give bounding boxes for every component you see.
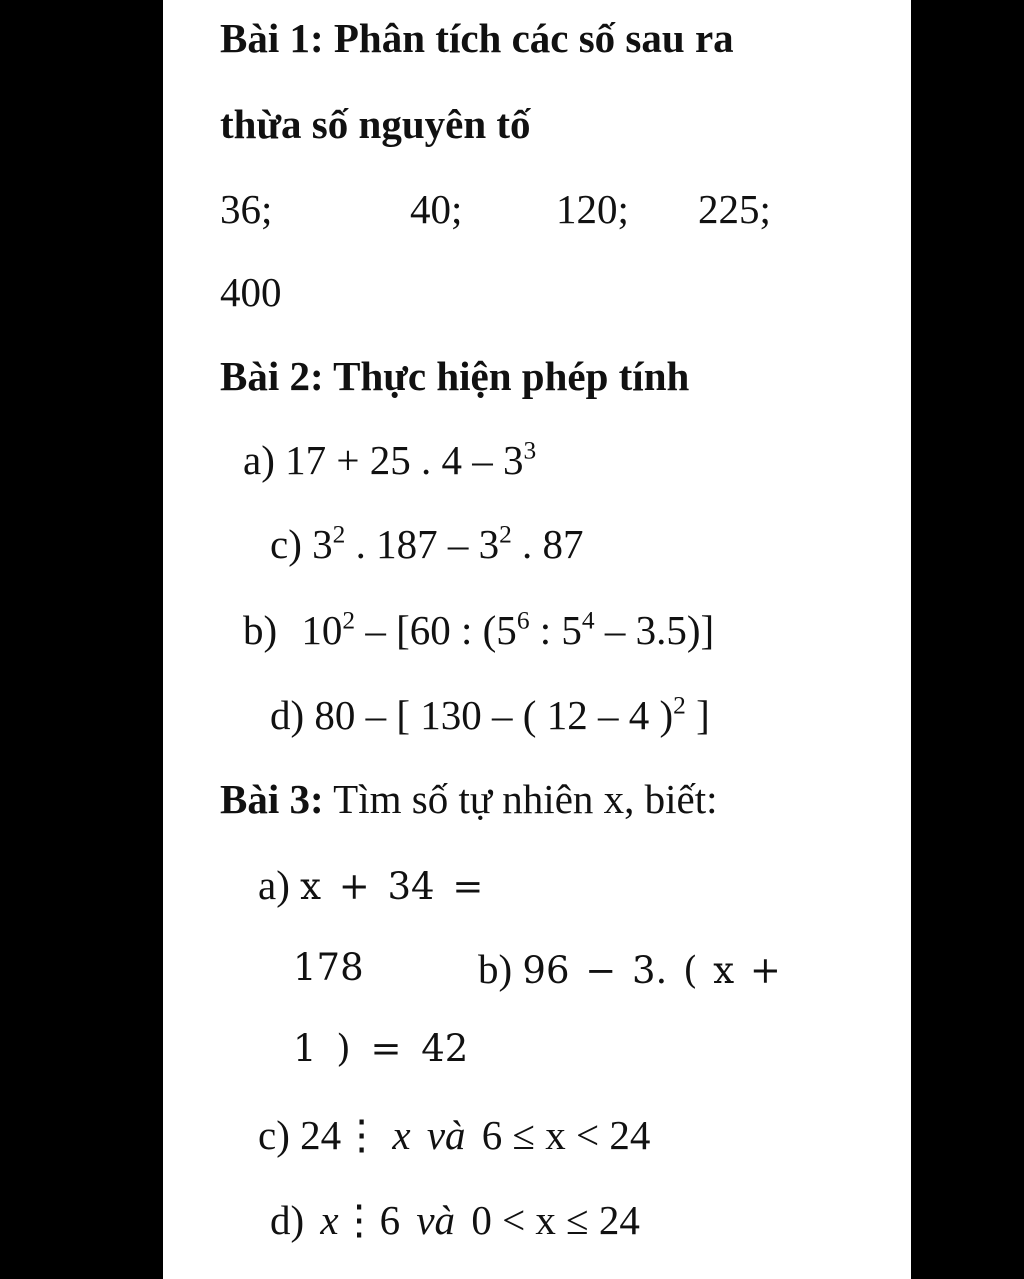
bai3-item-b-line1 bbox=[478, 946, 781, 992]
bai3-title bbox=[220, 776, 718, 822]
expression: ] bbox=[685, 692, 710, 738]
bai3-item-d bbox=[270, 1197, 640, 1243]
condition: 6 ≤ x < 24 bbox=[481, 1112, 651, 1158]
expression: 3 bbox=[312, 521, 333, 567]
expression: 24 bbox=[300, 1112, 342, 1158]
expression: 6 bbox=[379, 1197, 401, 1243]
number-40: 40; bbox=[410, 186, 463, 232]
exponent: 3 bbox=[523, 436, 537, 465]
expression: 17 + 25 . 4 – 3 bbox=[285, 437, 524, 483]
item-label: c) bbox=[258, 1112, 290, 1158]
number-225: 225; bbox=[698, 186, 771, 232]
item-label: d) bbox=[270, 1197, 305, 1243]
bai2-item-a bbox=[243, 436, 537, 483]
document-page bbox=[163, 0, 911, 1279]
equation: x + 34 = bbox=[300, 865, 484, 908]
variable: x bbox=[320, 1197, 339, 1243]
item-label: a) bbox=[243, 437, 275, 483]
bai3-item-a-line1 bbox=[258, 862, 484, 908]
variable: x bbox=[392, 1112, 411, 1158]
bai3-item-c bbox=[258, 1112, 651, 1158]
bai3-title-bold: Bài 3: bbox=[220, 776, 324, 822]
exponent: 2 bbox=[342, 606, 356, 635]
bai3-item-a-line2: 178 bbox=[293, 946, 364, 989]
condition: 0 < x ≤ 24 bbox=[471, 1197, 640, 1243]
bai2-item-d bbox=[270, 691, 710, 738]
exponent: 2 bbox=[673, 691, 686, 720]
exponent: 6 bbox=[516, 606, 530, 635]
item-label: c) bbox=[270, 521, 302, 567]
bai1-title: Bài 1: Phân tích các số sau ra bbox=[220, 15, 734, 61]
expression: – [60 : (5 bbox=[355, 607, 517, 653]
exponent: 4 bbox=[581, 606, 595, 635]
bai2-title: Bài 2: Thực hiện phép tính bbox=[220, 353, 690, 399]
bai1-title-cont: thừa số nguyên tố bbox=[220, 101, 531, 147]
bai2-item-c bbox=[270, 520, 584, 567]
expression: – 3.5)] bbox=[594, 607, 715, 653]
item-label: b) bbox=[243, 607, 278, 653]
item-label: b) bbox=[478, 946, 513, 992]
bai3-item-b-line2: 1 ) = 42 bbox=[293, 1027, 469, 1070]
item-label: d) bbox=[270, 692, 305, 738]
conjunction: và bbox=[426, 1112, 466, 1158]
equation: 96 − 3. ( x + bbox=[522, 949, 781, 992]
expression: 10 bbox=[301, 607, 343, 653]
divides-symbol: ⋮ bbox=[338, 1197, 380, 1243]
bai2-item-b bbox=[243, 606, 715, 653]
expression: . 187 – 3 bbox=[345, 521, 500, 567]
expression: . 87 bbox=[511, 521, 584, 567]
number-120: 120; bbox=[556, 186, 629, 232]
expression: : 5 bbox=[529, 607, 582, 653]
divides-symbol: ⋮ bbox=[341, 1112, 383, 1158]
conjunction: và bbox=[416, 1197, 456, 1243]
exponent: 2 bbox=[499, 520, 512, 549]
bai3-title-rest: Tìm số tự nhiên x, biết: bbox=[323, 776, 718, 822]
number-400: 400 bbox=[220, 269, 282, 315]
item-label: a) bbox=[258, 862, 290, 908]
number-36: 36; bbox=[220, 186, 273, 232]
exponent: 2 bbox=[332, 520, 346, 549]
expression: 80 – [ 130 – ( 12 – 4 ) bbox=[314, 692, 674, 738]
